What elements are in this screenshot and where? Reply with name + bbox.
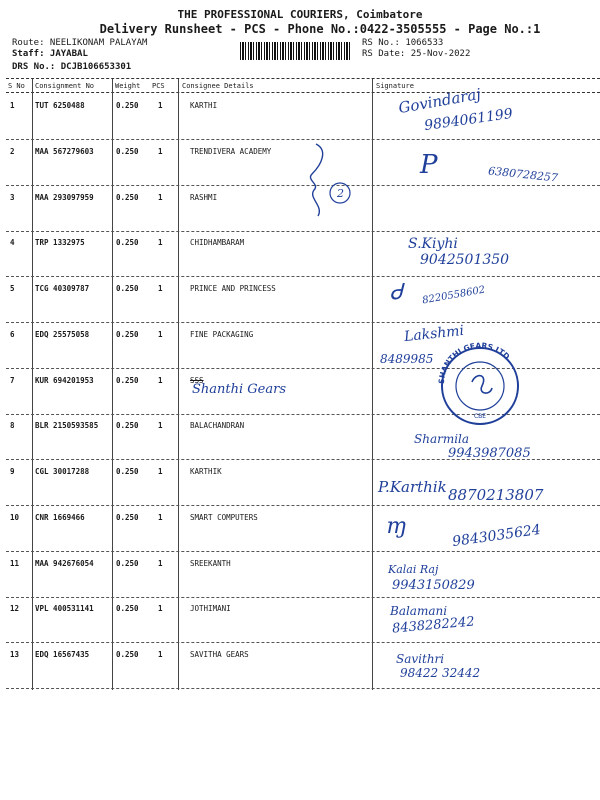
sno-cell: 13	[10, 650, 20, 659]
weight-cell: 0.250	[116, 238, 139, 248]
col-header-signature: Signature	[376, 82, 414, 90]
consignment-cell: EDQ 25575058	[35, 329, 90, 339]
consignee-cell: CHIDHAMBARAM	[190, 238, 245, 248]
signature-row5: Ꮷ	[390, 280, 403, 305]
weight-cell: 0.250	[116, 329, 139, 339]
rs-date: RS Date: 25-Nov-2022	[362, 49, 471, 59]
handwritten-number: 2	[337, 187, 344, 200]
consignee-cell: SREEKANTH	[190, 558, 231, 568]
staff-label: Staff: JAYABAL	[12, 49, 88, 59]
pcs-cell: 1	[158, 421, 163, 431]
consignee-cell: SMART COMPUTERS	[190, 512, 258, 522]
header-bottom-rule	[6, 92, 600, 93]
sno-cell: 3	[10, 192, 15, 202]
table-row	[0, 193, 600, 239]
sno-cell: 2	[10, 146, 15, 156]
phone-row11: 9943150829	[392, 578, 475, 593]
barcode	[240, 42, 352, 60]
signature-row6: Lakshmi	[403, 322, 465, 346]
row-separator	[6, 139, 600, 140]
route-label: Route: NEELIKONAM PALAYAM	[12, 38, 148, 48]
sno-cell: 12	[10, 604, 20, 614]
drs-number: DRS No.: DCJB106653301	[12, 62, 132, 72]
weight-cell: 0.250	[116, 192, 139, 202]
signature-row12: Balamani	[390, 604, 448, 618]
pcs-cell: 1	[158, 192, 163, 202]
signature-row4: S.Kiyhi	[408, 236, 458, 252]
row-separator	[6, 185, 600, 186]
phone-row9: 8870213807	[448, 486, 544, 504]
sno-cell: 9	[10, 467, 15, 476]
phone-row2: 6380728257	[487, 164, 559, 185]
sno-cell: 6	[10, 329, 15, 339]
row-separator	[6, 597, 600, 598]
consignee-cell: SSS	[190, 375, 204, 385]
pcs-cell: 1	[158, 604, 163, 614]
signature-row8: Sharmila	[414, 432, 470, 446]
row-separator	[6, 551, 600, 552]
col-header-consignee: Consignee Details	[182, 82, 254, 90]
phone-row8: 9943987085	[448, 446, 531, 461]
signature-row7: Shanthi Gears	[192, 382, 287, 397]
sno-cell: 5	[10, 284, 15, 293]
signature-row9: P.Karthik	[378, 478, 447, 496]
pcs-cell: 1	[158, 238, 163, 248]
signature-row13: Savithri	[396, 652, 445, 666]
pcs-cell: 1	[158, 558, 163, 568]
stamp-bottom: CBE	[473, 413, 487, 420]
weight-cell: 0.250	[116, 512, 139, 522]
phone-row1: 9894061199	[423, 105, 514, 135]
phone-row4: 9042501350	[420, 252, 510, 268]
sno-cell: 7	[10, 375, 15, 385]
row-separator	[6, 688, 600, 689]
weight-cell: 0.250	[116, 558, 139, 568]
sno-cell: 8	[10, 421, 15, 431]
handwritten-bracket	[306, 140, 356, 220]
phone-row12: 8438282242	[391, 614, 476, 637]
table-row	[0, 284, 600, 330]
header-top-rule	[6, 78, 600, 79]
consignment-cell: CNR 1669466	[35, 512, 85, 522]
weight-cell: 0.250	[116, 375, 139, 385]
weight-cell: 0.250	[116, 467, 139, 476]
row-separator	[6, 642, 600, 643]
sno-cell: 11	[10, 558, 20, 568]
consignment-cell: BLR 2150593585	[35, 421, 99, 431]
consignee-cell: PRINCE AND PRINCESS	[190, 284, 276, 293]
weight-cell: 0.250	[116, 421, 139, 431]
stamp-text: SHANTHI GEARS LTD.	[436, 342, 514, 385]
pcs-cell: 1	[158, 146, 163, 156]
table-row	[0, 650, 600, 696]
table-row	[0, 559, 600, 605]
document-subtitle: Delivery Runsheet - PCS - Phone No.:0422-3505555 - Page No.:1	[99, 22, 541, 36]
consignment-cell: TRP 1332975	[35, 238, 85, 248]
table-row	[0, 604, 600, 650]
consignment-cell: CGL 30017288	[35, 467, 90, 476]
pcs-cell: 1	[158, 512, 163, 522]
table-row	[0, 238, 600, 284]
pcs-cell: 1	[158, 329, 163, 339]
consignee-cell: KARTHIK	[190, 467, 222, 476]
company-stamp	[432, 342, 528, 426]
col-header-pcs: PCS	[152, 82, 165, 90]
consignee-cell: RASHMI	[190, 192, 218, 202]
consignment-cell: MAA 942676054	[35, 558, 94, 568]
phone-row5: 8220558602	[421, 284, 487, 307]
signature-row11: Kalai Raj	[388, 563, 439, 576]
consignment-cell: MAA 293097959	[35, 192, 94, 202]
row-separator	[6, 322, 600, 323]
phone-row6: 8489985	[380, 352, 434, 366]
weight-cell: 0.250	[116, 101, 139, 110]
sno-cell: 4	[10, 238, 15, 248]
consignment-cell: MAA 567279603	[35, 146, 94, 156]
phone-row13: 98422 32442	[400, 666, 481, 680]
consignment-cell: TCG 40309787	[35, 284, 90, 293]
signature-row2: P	[420, 150, 438, 180]
pcs-cell: 1	[158, 375, 163, 385]
sno-cell: 10	[10, 512, 20, 522]
document-title: THE PROFESSIONAL COURIERS, Coimbatore	[177, 8, 423, 21]
pcs-cell: 1	[158, 284, 163, 293]
pcs-cell: 1	[158, 650, 163, 659]
signature-row10: ɱ	[386, 514, 407, 539]
consignment-cell: EDQ 16567435	[35, 650, 90, 659]
consignee-cell: JOTHIMANI	[190, 604, 231, 614]
consignee-cell: BALACHANDRAN	[190, 421, 245, 431]
row-separator	[6, 276, 600, 277]
consignment-cell: TUT 6250488	[35, 101, 85, 110]
phone-row10: 9843035624	[451, 521, 542, 551]
weight-cell: 0.250	[116, 146, 139, 156]
signature-row1: Govindaraj	[397, 84, 483, 118]
consignment-cell: VPL 400531141	[35, 604, 94, 614]
consignee-cell: FINE PACKAGING	[190, 329, 254, 339]
weight-cell: 0.250	[116, 650, 139, 659]
consignee-cell: TRENDIVERA ACADEMY	[190, 146, 272, 156]
pcs-cell: 1	[158, 101, 163, 110]
col-header-weight: Weight	[115, 82, 141, 90]
weight-cell: 0.250	[116, 604, 139, 614]
col-header-consignment: Consignment No	[35, 82, 95, 90]
row-separator	[6, 231, 600, 232]
col-header-sno: S No	[8, 82, 25, 90]
rs-number: RS No.: 1066533	[362, 38, 444, 48]
pcs-cell: 1	[158, 467, 163, 476]
consignment-cell: KUR 694201953	[35, 375, 94, 385]
consignee-cell: KARTHI	[190, 101, 218, 110]
weight-cell: 0.250	[116, 284, 139, 293]
consignee-cell: SAVITHA GEARS	[190, 650, 249, 659]
sno-cell: 1	[10, 101, 15, 110]
row-separator	[6, 505, 600, 506]
